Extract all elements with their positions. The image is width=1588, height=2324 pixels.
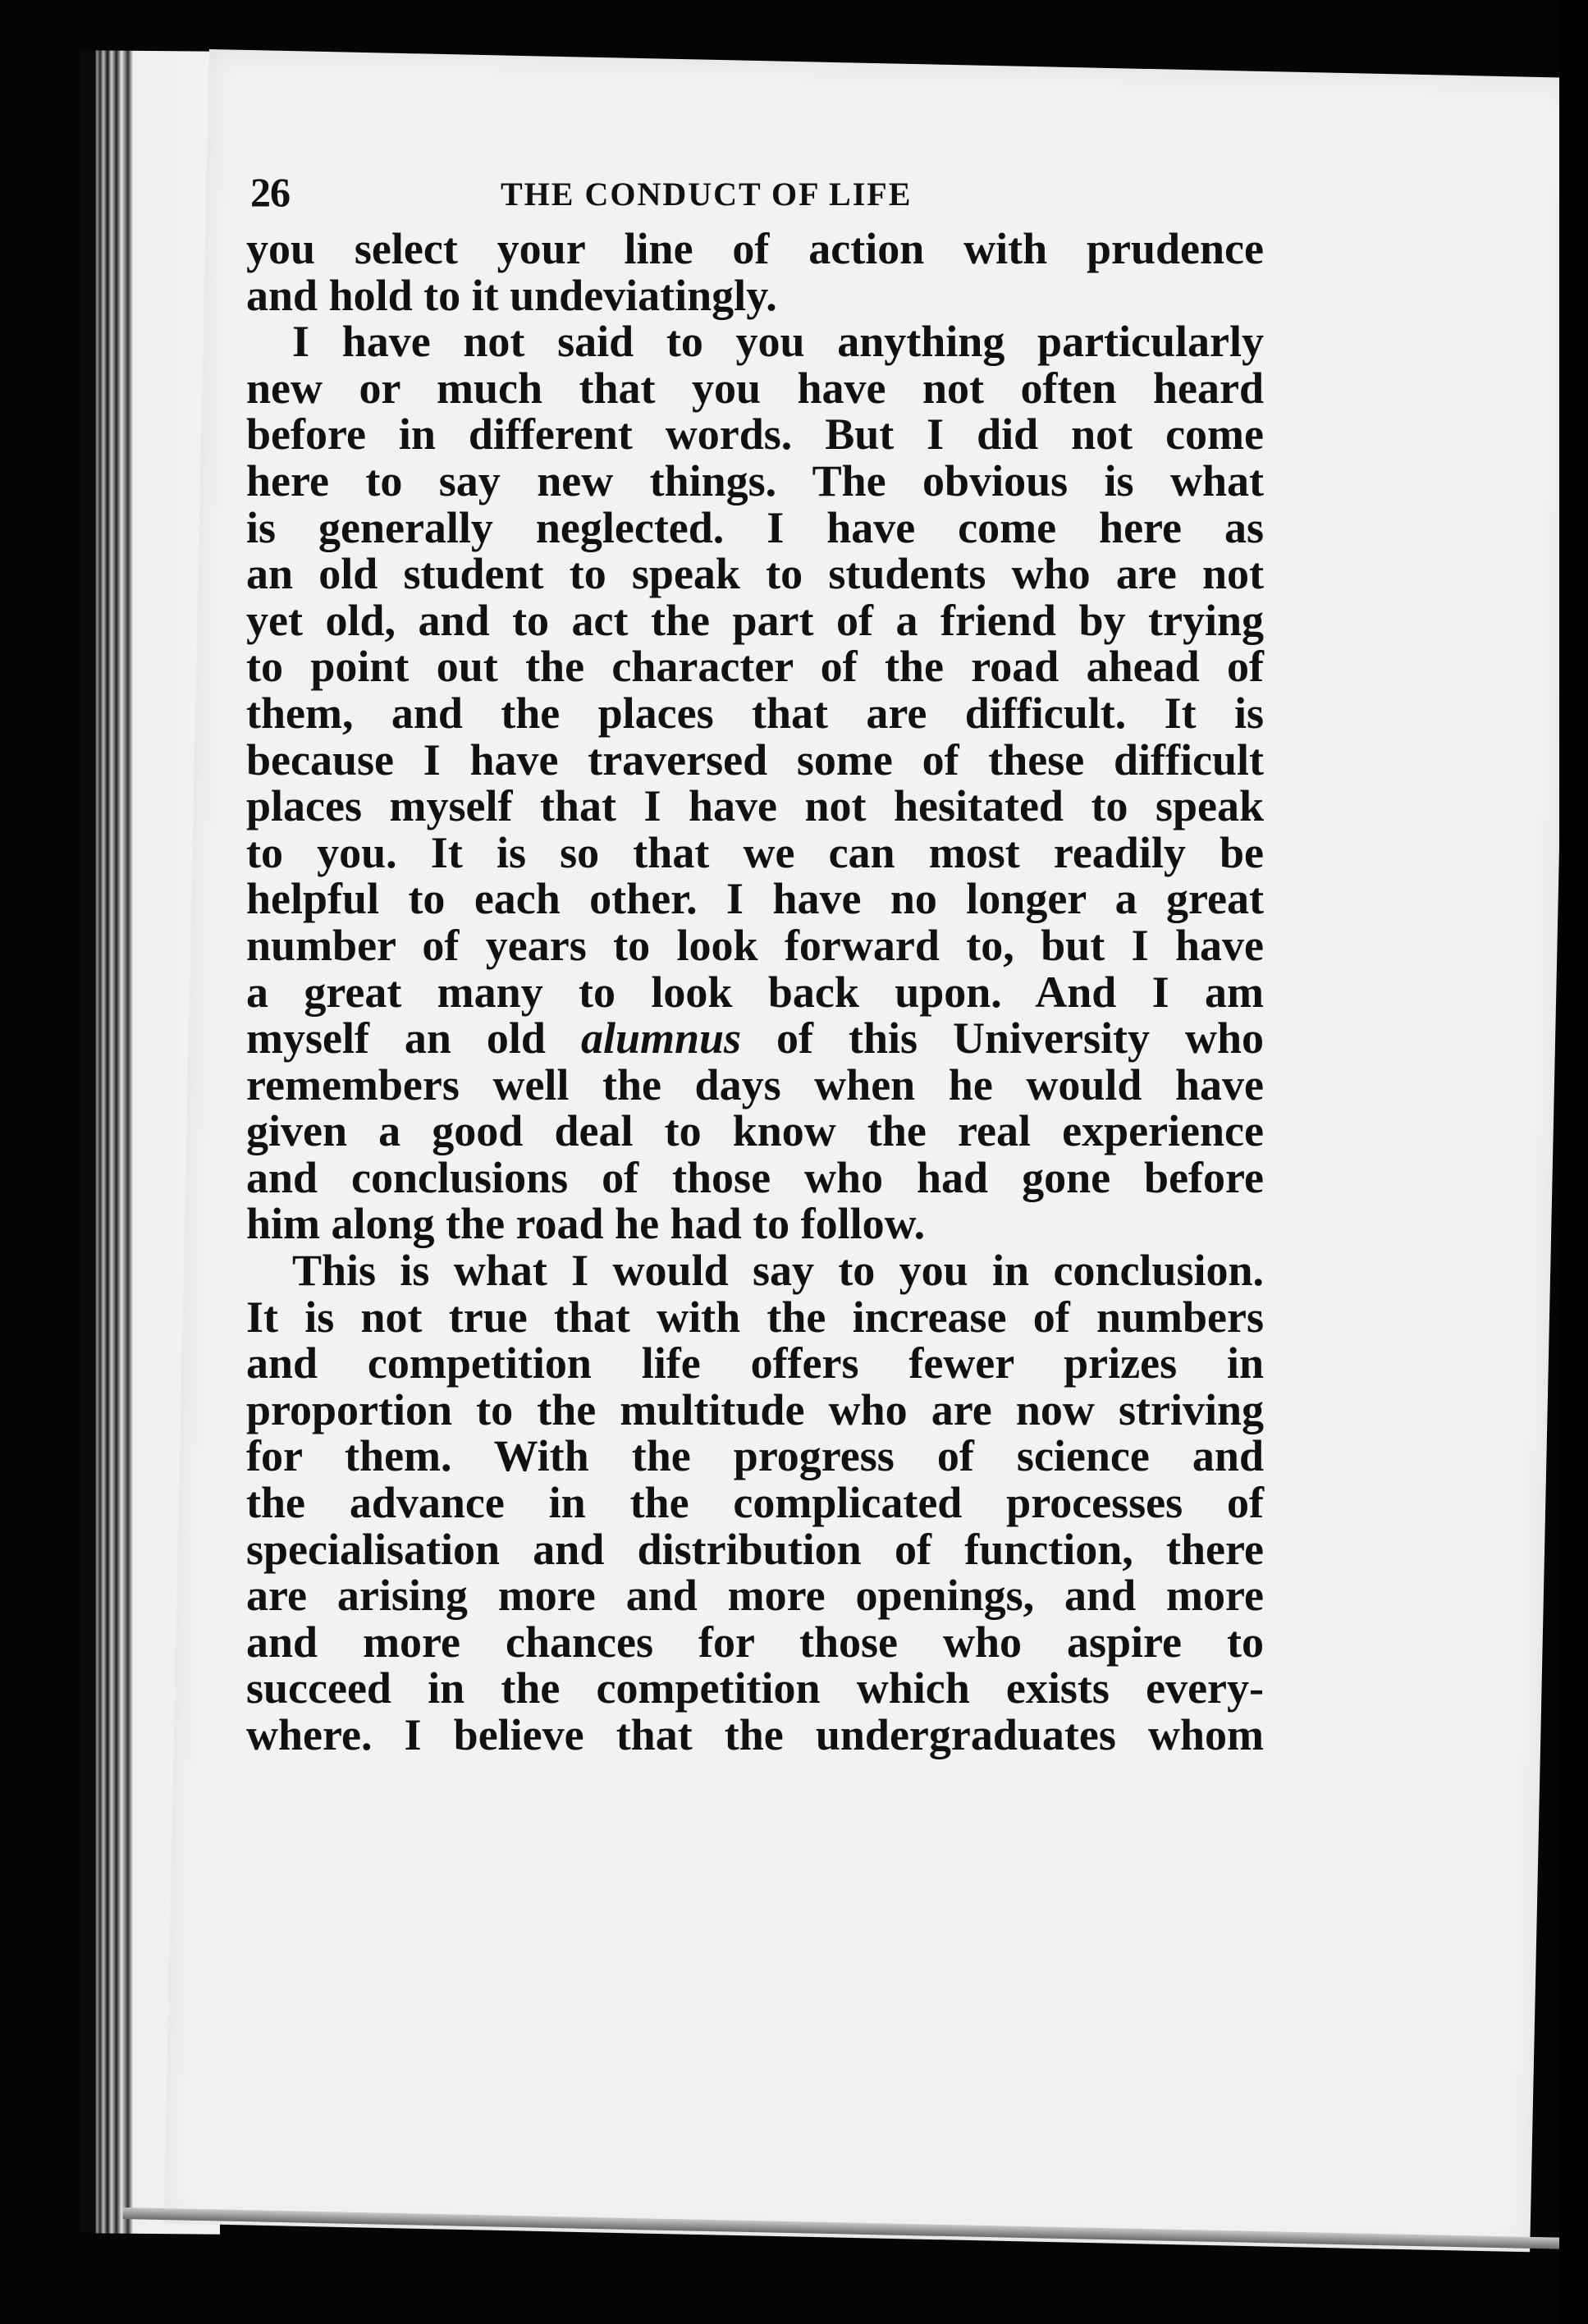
text-line: specialisation and distribution of function, there [246, 1524, 1264, 1574]
running-head [250, 168, 1260, 217]
text-line: the advance in the complicated processes of [246, 1478, 1264, 1528]
text-line: This is what I would say to you in conclusion. [292, 1246, 1264, 1296]
text-segment: of this University who [741, 1013, 1264, 1064]
text-line: are arising more and more openings, and more [246, 1571, 1264, 1621]
scan-border [1559, 0, 1588, 2324]
text-line: number of years to look forward to, but I have [246, 920, 1264, 970]
text-line: because I have traversed some of these difficult [246, 734, 1264, 785]
text-line: before in different words. But I did not come [246, 409, 1264, 460]
text-line: them, and the places that are difficult. It is [246, 688, 1264, 738]
italic-word: alumnus [580, 1013, 742, 1064]
body-text [246, 226, 1264, 1759]
text-line: proportion to the multitude who are now striving [246, 1384, 1264, 1434]
text-line: and conclusions of those who had gone before [246, 1152, 1264, 1202]
text-line: a great many to look back upon. And I am [246, 967, 1264, 1017]
text-line: here to say new things. The obvious is what [246, 455, 1264, 506]
text-line: and more chances for those who aspire to [246, 1617, 1264, 1667]
text-line: is generally neglected. I have come here as [246, 502, 1264, 552]
text-line: where. I believe that the undergraduates whom [246, 1710, 1264, 1759]
text-line: new or much that you have not often heard [246, 363, 1264, 413]
text-line: for them. With the progress of science and [246, 1431, 1264, 1481]
text-segment: myself an old [246, 1013, 581, 1064]
text-line: and competition life offers fewer prizes in [246, 1338, 1264, 1388]
text-line: to you. It is so that we can most readily be [246, 827, 1264, 877]
text-line: an old student to speak to students who are not [246, 549, 1264, 599]
running-title: THE CONDUCT OF LIFE [501, 176, 913, 213]
page-number: 26 [250, 169, 290, 215]
text-line: places myself that I have not hesitated to speak [246, 781, 1264, 831]
text-line: him along the road he had to follow. [246, 1199, 926, 1249]
text-line: I have not said to you anything particularly [292, 317, 1264, 367]
text-line [246, 1015, 1264, 1062]
text-line: helpful to each other. I have no longer a great [246, 874, 1264, 924]
text-line: remembers well the days when he would have [246, 1059, 1264, 1109]
text-line: and hold to it undeviatingly. [246, 270, 777, 320]
text-line: succeed in the competition which exists every- [246, 1663, 1264, 1713]
text-line: you select your line of action with prudence [246, 224, 1264, 273]
text-line: yet old, and to act the part of a friend by trying [246, 595, 1264, 645]
text-line: given a good deal to know the real experience [246, 1106, 1264, 1156]
text-line: to point out the character of the road ahead of [246, 642, 1264, 692]
text-line: It is not true that with the increase of numbers [246, 1292, 1264, 1342]
